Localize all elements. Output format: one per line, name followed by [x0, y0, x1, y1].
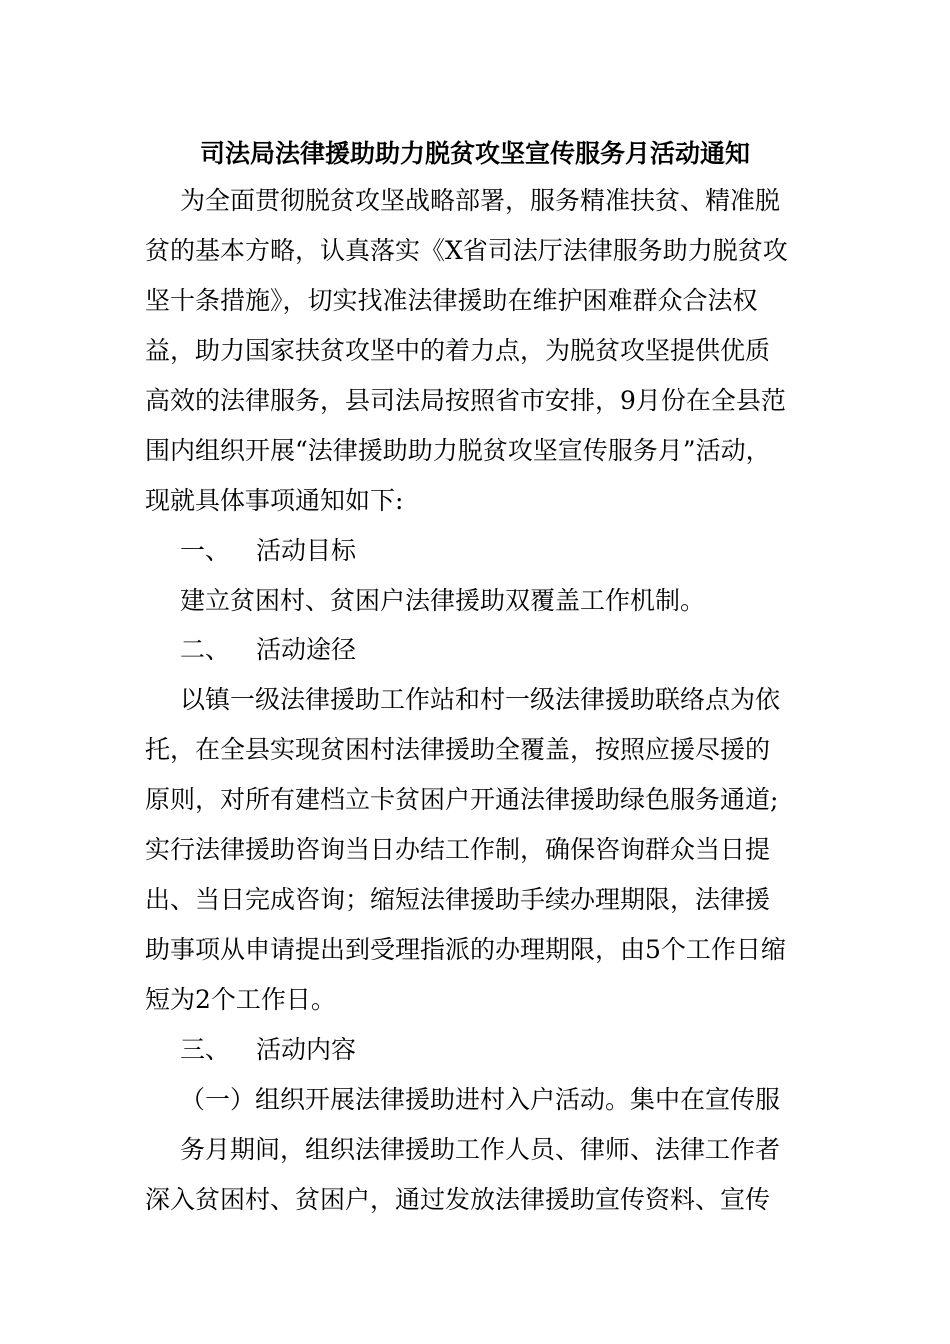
section-3-line-2: 务月期间，组织法律援助工作人员、律师、法律工作者: [180, 1135, 781, 1164]
section-3-line-1: （一）组织开展法律援助进村入户活动。集中在宣传服: [180, 1085, 781, 1114]
intro-line-2: 贫的基本方略，认真落实《X省司法厅法律服务助力脱贫攻: [145, 236, 788, 265]
section-3-heading: [180, 1032, 845, 1068]
intro-line-1: 为全面贯彻脱贫攻坚战略部署，服务精准扶贫、精准脱: [180, 186, 781, 215]
section-2-heading: [180, 632, 845, 668]
section-1-heading: [180, 533, 845, 569]
section-1-title: 活动目标: [256, 536, 357, 565]
section-2-number: 二、: [180, 635, 231, 664]
intro-line-4: 益，助力国家扶贫攻坚中的着力点，为脱贫攻坚提供优质: [145, 336, 771, 365]
section-3-number: 三、: [180, 1035, 231, 1064]
intro-line-7: 现就具体事项通知如下:: [145, 486, 404, 515]
section-2-title: 活动途径: [256, 635, 357, 664]
document-title: 司法局法律援助助力脱贫攻坚宣传服务月活动通知: [199, 139, 750, 168]
intro-line-5: 高效的法律服务，县司法局按照省市安排，9月份在全县范: [145, 386, 786, 415]
section-2-line-6: 助事项从申请提出到受理指派的办理期限，由5个工作日缩: [145, 935, 786, 964]
section-2-line-3: 原则，对所有建档立卡贫困户开通法律援助绿色服务通道;: [145, 785, 779, 814]
section-2-line-1: 以镇一级法律援助工作站和村一级法律援助联络点为依: [180, 685, 781, 714]
section-2-line-4: 实行法律援助咨询当日办结工作制，确保咨询群众当日提: [145, 835, 771, 864]
section-3-title: 活动内容: [256, 1035, 357, 1064]
section-3-line-3: 深入贫困村、贫困户，通过发放法律援助宣传资料、宣传: [145, 1185, 771, 1214]
section-2-line-2: 托，在全县实现贫困村法律援助全覆盖，按照应援尽援的: [145, 735, 771, 764]
section-2-line-5: 出、当日完成咨询；缩短法律援助手续办理期限，法律援: [145, 885, 771, 914]
section-1-number: 一、: [180, 536, 231, 565]
section-1-line-1: 建立贫困村、贫困户法律援助双覆盖工作机制。: [180, 586, 706, 615]
intro-line-3: 坚十条措施》，切实找准法律援助在维护困难群众合法权: [145, 286, 758, 315]
section-2-line-7: 短为2个工作日。: [145, 985, 336, 1014]
intro-line-6: 围内组织开展“法律援助助力脱贫攻坚宣传服务月”活动，: [145, 436, 771, 465]
